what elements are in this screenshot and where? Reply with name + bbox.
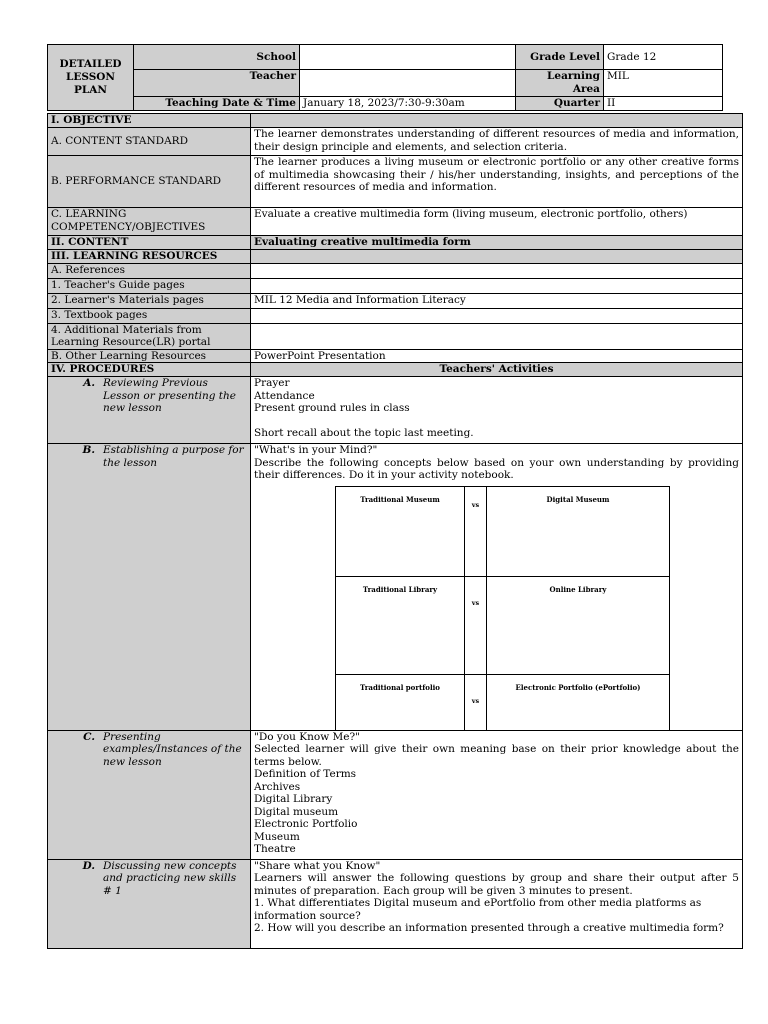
procedure-a-label: A. Reviewing Previous Lesson or presenting the new lesson [48,377,251,444]
grid-left-2: Traditional Library [336,576,465,674]
objective-heading-row [48,114,743,128]
competency-text: Evaluate a creative multimedia form (living museum, electronic portfolio, others) [251,208,743,236]
procedure-c-content: "Do you Know Me?" Selected learner will give their own meaning base on their prior knowledge about the terms below. Definition of Terms Archives Digital Library Digital museum Electronic Portfolio Museum Theatre [251,730,743,859]
teacher-value [300,70,516,97]
learning-area-value: MIL [604,70,723,97]
procedure-c-label: C. Presenting examples/Instances of the new lesson [48,730,251,859]
content-standard-label: A. CONTENT STANDARD [48,128,251,156]
teaching-date-label: Teaching Date & Time [134,97,300,111]
comparison-grid [335,486,670,731]
procedures-heading: IV. PROCEDURES [48,363,251,377]
performance-standard-label: B. PERFORMANCE STANDARD [48,156,251,208]
doc-type-label: DETAILED LESSON PLAN [48,45,134,111]
resources-heading: III. LEARNING RESOURCES [48,249,251,263]
other-resources-label: B. Other Learning Resources [48,349,251,363]
header-table [47,44,723,111]
performance-standard-text: The learner produces a living museum or electronic portfolio or any other creative forms of multimedia showcasing their / his/her understanding, insights, and perceptions of the different resources of media and information. [251,156,743,208]
procedure-d-label: D. Discussing new concepts and practicing new skills # 1 [48,859,251,948]
grid-right-1: Digital Museum [487,486,670,576]
teachers-guide-label: 1. Teacher's Guide pages [48,278,251,293]
school-value [300,45,516,70]
other-resources-value: PowerPoint Presentation [251,349,743,363]
lesson-plan-table [47,113,743,949]
objective-heading: I. OBJECTIVE [48,114,251,128]
grid-vs-1: vs [465,486,487,576]
content-heading: II. CONTENT [48,236,251,250]
school-label: School [134,45,300,70]
teaching-date-value: January 18, 2023/7:30-9:30am [300,97,516,111]
grid-vs-2: vs [465,576,487,674]
learning-area-label: Learning Area [516,70,604,97]
grid-left-1: Traditional Museum [336,486,465,576]
grid-vs-3: vs [465,674,487,730]
content-text: Evaluating creative multimedia form [251,236,743,250]
grid-right-2: Online Library [487,576,670,674]
lr-portal-value [251,323,743,349]
grid-left-3: Traditional portfolio [336,674,465,730]
content-standard-text: The learner demonstrates understanding of different resources of media and information, their design principle and elements, and selection criteria. [251,128,743,156]
procedure-b-label: B. Establishing a purpose for the lesson [48,444,251,731]
quarter-label: Quarter [516,97,604,111]
quarter-value: II [604,97,723,111]
grade-level-value: Grade 12 [604,45,723,70]
procedure-b-content: "What's in your Mind?" Describe the following concepts below based on your own understanding by providing their differences. Do it in your activity notebook. Traditional Museum vs Digital Museum Traditional Library vs Online Library Traditional portfolio vs Electronic Portfolio (ePortfolio) [251,444,743,731]
teacher-label: Teacher [134,70,300,97]
grade-level-label: Grade Level [516,45,604,70]
textbook-value [251,308,743,323]
procedure-a-content: Prayer Attendance Present ground rules in class Short recall about the topic last meeting. [251,377,743,444]
teachers-activities-heading: Teachers' Activities [251,363,743,377]
teachers-guide-value [251,278,743,293]
procedure-d-content: "Share what you Know" Learners will answer the following questions by group and share their output after 5 minutes of preparation. Each group will be given 3 minutes to present. 1. What differentiates Digital museum and ePortfolio from other media platforms as information source? 2. How will you describe an information presented through a creative multimedia form? [251,859,743,948]
learners-materials-label: 2. Learner's Materials pages [48,293,251,308]
lr-portal-label: 4. Additional Materials from Learning Resource(LR) portal [48,323,251,349]
competency-label: C. LEARNING COMPETENCY/OBJECTIVES [48,208,251,236]
textbook-label: 3. Textbook pages [48,308,251,323]
references-label: A. References [48,263,251,278]
learners-materials-value: MIL 12 Media and Information Literacy [251,293,743,308]
grid-right-3: Electronic Portfolio (ePortfolio) [487,674,670,730]
